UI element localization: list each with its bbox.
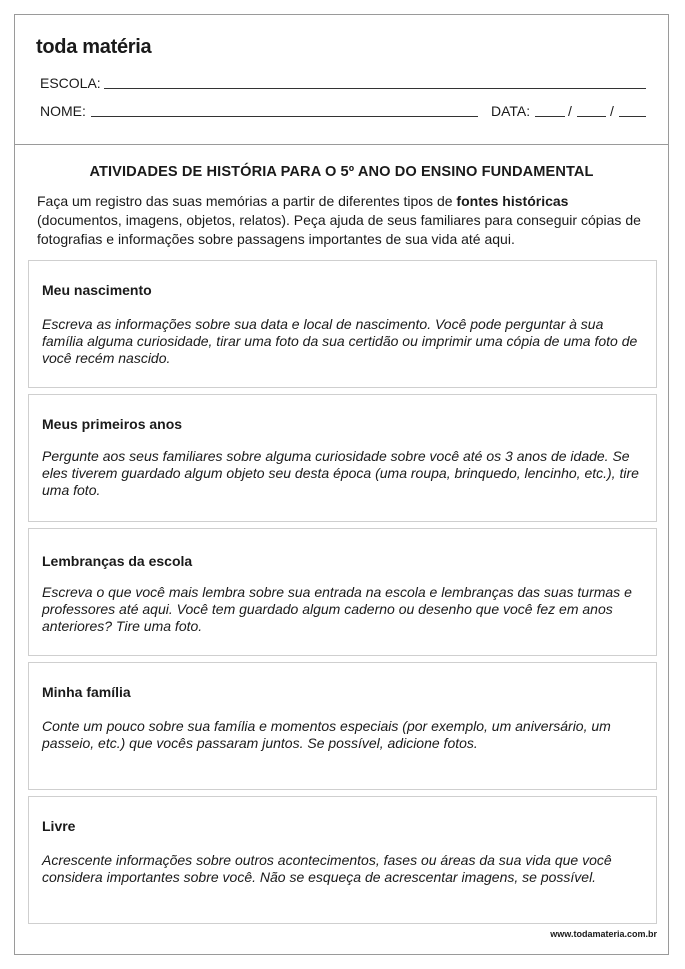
footer-url: www.todamateria.com.br — [550, 929, 657, 939]
section-box-minha-familia — [28, 662, 657, 790]
date-year-line[interactable] — [619, 116, 646, 117]
worksheet-header — [15, 15, 668, 145]
section-title: Meu nascimento — [42, 282, 152, 298]
nome-field-line[interactable] — [91, 116, 478, 117]
section-title: Livre — [42, 818, 76, 834]
section-box-meus-primeiros-anos — [28, 394, 657, 522]
section-title: Minha família — [42, 684, 131, 700]
section-title: Meus primeiros anos — [42, 416, 183, 432]
intro-text-end: (documentos, imagens, objetos, relatos). Peça ajuda de seus familiares para conseguir cópias de fotografias e informações sobre passagens importantes de sua vida até aqui. — [37, 212, 641, 247]
data-label: DATA: — [491, 103, 531, 119]
section-box-livre — [28, 796, 657, 924]
worksheet-title: ATIVIDADES DE HISTÓRIA PARA O 5º ANO DO ENSINO FUNDAMENTAL — [89, 164, 594, 180]
section-box-meu-nascimento — [28, 260, 657, 388]
date-day-line[interactable] — [535, 116, 565, 117]
date-month-line[interactable] — [577, 116, 606, 117]
section-instructions: Escreva as informações sobre sua data e local de nascimento. Você pode perguntar à sua família alguma curiosidade, tirar uma foto da sua certidão ou imprimir uma cópia de uma foto de você recém nascido. — [42, 316, 638, 366]
nome-label: NOME: — [40, 103, 86, 119]
intro-paragraph — [37, 192, 657, 249]
date-separator: / — [610, 103, 614, 119]
worksheet-page — [14, 14, 669, 955]
section-title: Lembranças da escola — [42, 553, 193, 569]
date-separator: / — [568, 103, 572, 119]
section-instructions: Acrescente informações sobre outros acontecimentos, fases ou áreas da sua vida que você considera importantes sobre você. Não se esqueça de acrescentar imagens, se possível. — [42, 852, 612, 885]
section-instructions: Escreva o que você mais lembra sobre sua entrada na escola e lembranças das suas turmas e professores até aqui. Você tem guardado algum caderno ou desenho que você fez em anos anteriores? Tire uma foto. — [42, 584, 632, 634]
intro-highlight: fontes históricas — [456, 193, 569, 209]
escola-label: ESCOLA: — [40, 75, 101, 91]
section-instructions: Pergunte aos seus familiares sobre alguma curiosidade sobre você até os 3 anos de idade. Se eles tiverem guardado algum objeto seu desta época (uma roupa, brinquedo, lencinho, etc.), tire uma foto. — [42, 448, 639, 498]
intro-text-start: Faça um registro das suas memórias a partir de diferentes tipos de — [37, 193, 457, 209]
section-instructions: Conte um pouco sobre sua família e momentos especiais (por exemplo, um aniversário, um passeio, etc.) que vocês passaram juntos. Se possível, adicione fotos. — [42, 718, 611, 751]
escola-field-line[interactable] — [104, 88, 646, 89]
toda-materia-logo: toda matéria — [36, 36, 152, 58]
section-box-lembrancas-da-escola — [28, 528, 657, 656]
